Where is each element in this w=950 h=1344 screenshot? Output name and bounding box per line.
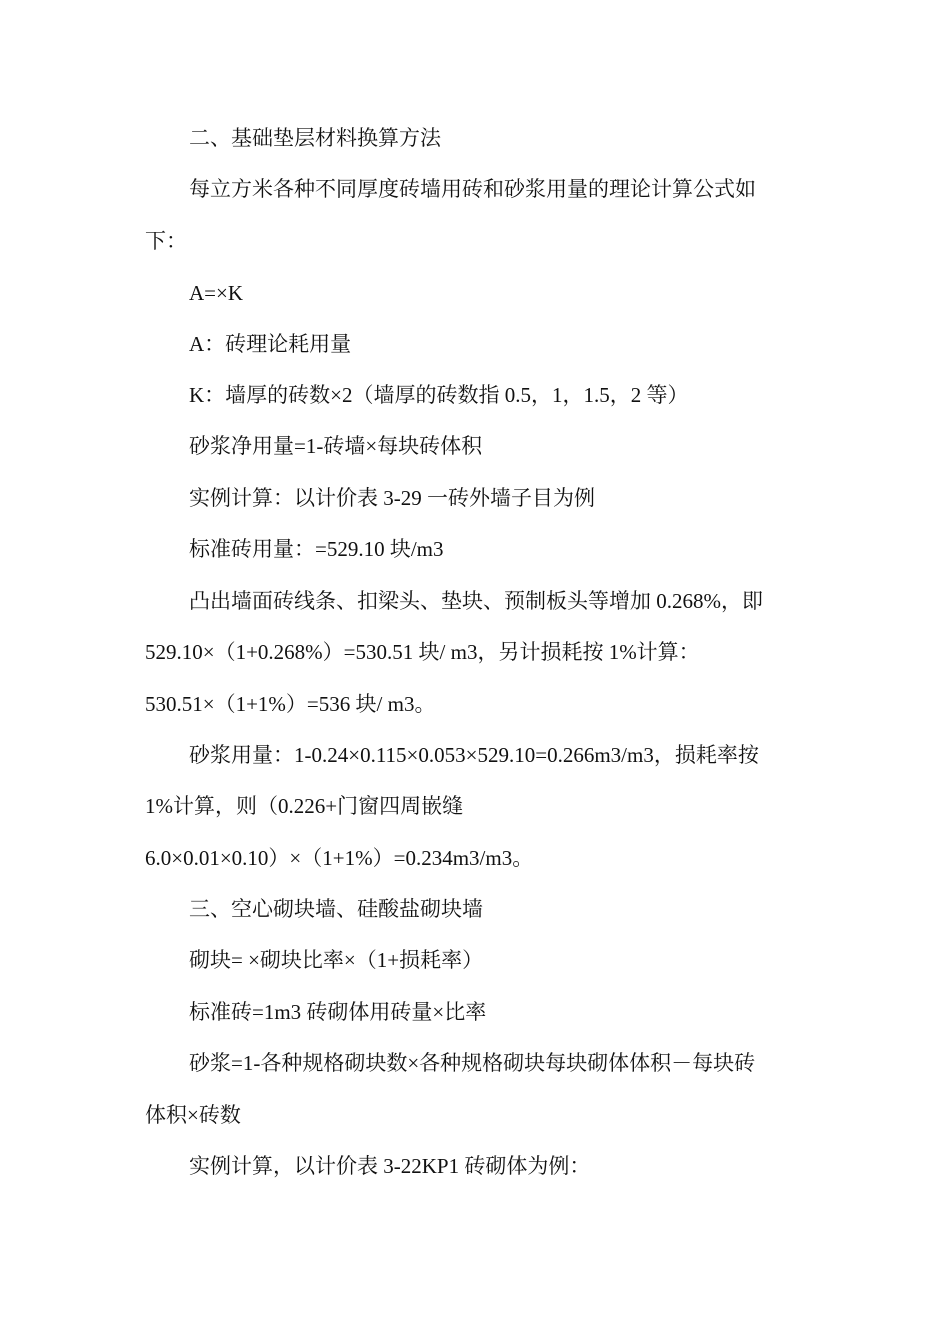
paragraph-line: 1%计算，则（0.226+门窗四周嵌缝 (145, 794, 464, 818)
paragraph-line: 砂浆用量：1-0.24×0.115×0.053×529.10=0.266m3/m3，损耗率按 (189, 743, 759, 767)
paragraph-line: 凸出墙面砖线条、扣梁头、垫块、预制板头等增加 0.268%，即 (189, 589, 763, 613)
paragraph-line: K：墙厚的砖数×2（墙厚的砖数指 0.5，1，1.5，2 等） (189, 383, 689, 407)
formula-line: A=×K (189, 281, 244, 305)
paragraph-line: 标准砖用量：=529.10 块/m3 (189, 537, 444, 561)
formula-line: 标准砖=1m3 砖砌体用砖量×比率 (189, 1000, 487, 1024)
section-heading-2: 二、基础垫层材料换算方法 (189, 126, 441, 150)
paragraph-line: 下： (145, 229, 187, 253)
formula-line: 砌块= ×砌块比率×（1+损耗率） (189, 948, 484, 972)
paragraph-line: 砂浆净用量=1-砖墙×每块砖体积 (189, 434, 483, 458)
paragraph-line: 529.10×（1+0.268%）=530.51 块/ m3，另计损耗按 1%计算： (145, 640, 700, 664)
paragraph-line: 体积×砖数 (145, 1103, 241, 1127)
paragraph-line: 530.51×（1+1%）=536 块/ m3。 (145, 692, 436, 716)
paragraph-line: A：砖理论耗用量 (189, 332, 352, 356)
paragraph-line: 实例计算：以计价表 3-29 一砖外墙子目为例 (189, 486, 595, 510)
paragraph-line: 实例计算，以计价表 3-22KP1 砖砌体为例： (189, 1154, 591, 1178)
section-heading-3: 三、空心砌块墙、硅酸盐砌块墙 (189, 897, 483, 921)
formula-line: 砂浆=1-各种规格砌块数×各种规格砌块每块砌体体积－每块砖 (189, 1051, 756, 1075)
paragraph-line: 每立方米各种不同厚度砖墙用砖和砂浆用量的理论计算公式如 (189, 177, 756, 201)
paragraph-line: 6.0×0.01×0.10）×（1+1%）=0.234m3/m3。 (145, 846, 534, 870)
